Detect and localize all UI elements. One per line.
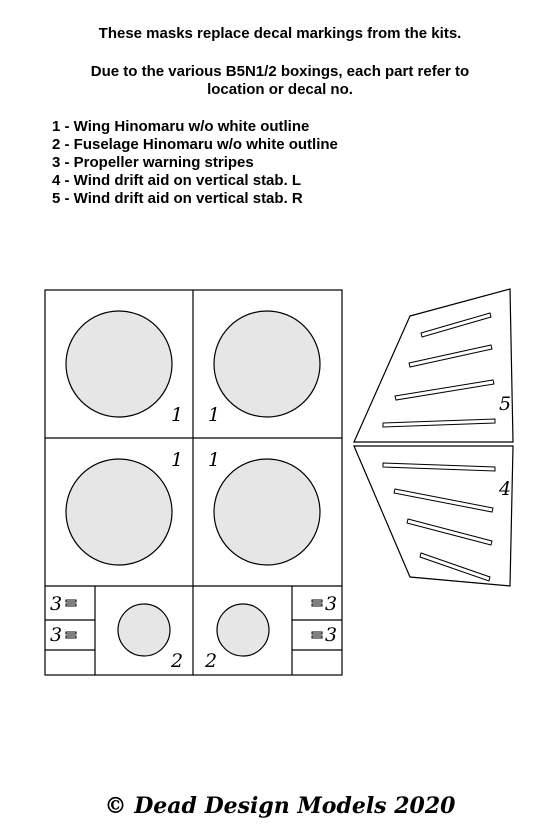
fuselage-hinomaru-mask bbox=[118, 604, 170, 656]
legend-item-1: 1 - Wing Hinomaru w/o white outline bbox=[52, 118, 310, 135]
legend-item-2: 2 - Fuselage Hinomaru w/o white outline bbox=[52, 136, 338, 153]
propeller-stripe-mask bbox=[312, 636, 322, 638]
part-number-1: 1 bbox=[208, 404, 221, 426]
propeller-stripe-masks bbox=[66, 600, 322, 638]
propeller-stripe-mask bbox=[66, 636, 76, 638]
propeller-stripe-mask bbox=[66, 600, 76, 602]
wind-drift-aid-mask-5 bbox=[383, 419, 495, 427]
wind-drift-aid-masks bbox=[383, 313, 495, 581]
wind-drift-aid-mask-4 bbox=[394, 489, 493, 512]
wing-hinomaru-mask bbox=[214, 311, 320, 417]
header-line-2: Due to the various B5N1/2 boxings, each part refer to bbox=[90, 63, 470, 80]
part-number-4: 4 bbox=[499, 478, 512, 500]
propeller-stripe-mask bbox=[312, 600, 322, 602]
legend-item-3: 3 - Propeller warning stripes bbox=[52, 154, 254, 171]
propeller-stripe-mask bbox=[312, 632, 322, 634]
wing-hinomaru-mask bbox=[214, 459, 320, 565]
part-number-1: 1 bbox=[171, 449, 184, 471]
part-number-2: 2 bbox=[205, 650, 218, 672]
part-number-1: 1 bbox=[208, 449, 221, 471]
legend-item-4: 4 - Wind drift aid on vertical stab. L bbox=[52, 172, 302, 189]
propeller-stripe-mask bbox=[312, 604, 322, 606]
part-number-1: 1 bbox=[171, 404, 184, 426]
wind-drift-aid-mask-4 bbox=[407, 519, 492, 545]
header-line-3: location or decal no. bbox=[207, 81, 353, 98]
part-number-3: 3 bbox=[50, 624, 63, 646]
legend-item-5: 5 - Wind drift aid on vertical stab. R bbox=[52, 190, 303, 207]
wind-drift-aid-mask-4 bbox=[420, 553, 490, 581]
fuselage-hinomaru-mask bbox=[217, 604, 269, 656]
part-number-2: 2 bbox=[171, 650, 184, 672]
wing-hinomaru-mask bbox=[66, 459, 172, 565]
part-number-3: 3 bbox=[50, 593, 63, 615]
wind-drift-aid-mask-4 bbox=[383, 463, 495, 471]
wind-drift-aid-mask-5 bbox=[395, 380, 494, 400]
copyright-footer: © Dead Design Models 2020 bbox=[104, 793, 456, 819]
wind-drift-aid-mask-5 bbox=[409, 345, 492, 367]
wing-hinomaru-mask bbox=[66, 311, 172, 417]
part-number-3: 3 bbox=[325, 593, 338, 615]
part-number-5: 5 bbox=[499, 393, 512, 415]
wind-drift-aid-mask-5 bbox=[421, 313, 491, 337]
propeller-stripe-mask bbox=[66, 604, 76, 606]
part-number-3: 3 bbox=[325, 624, 338, 646]
propeller-stripe-mask bbox=[66, 632, 76, 634]
header-line-1: These masks replace decal markings from the kits. bbox=[98, 25, 462, 42]
